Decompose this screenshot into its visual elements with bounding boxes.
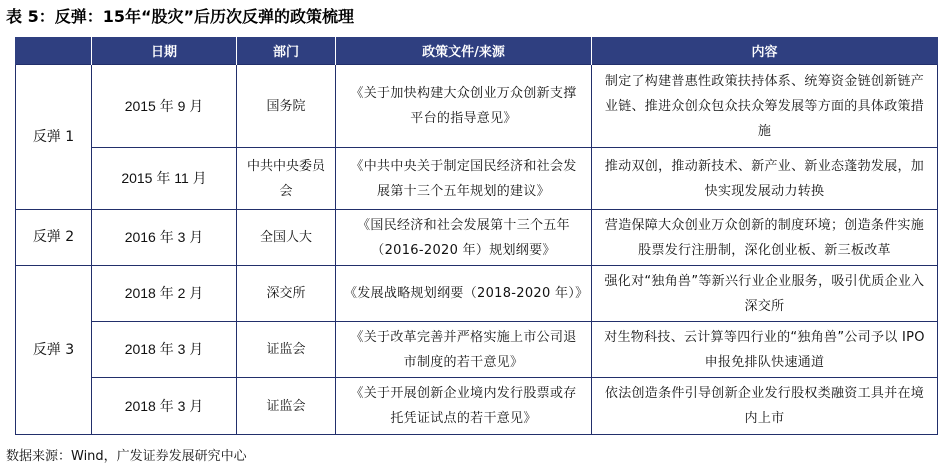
- header-content: 内容: [592, 37, 938, 65]
- doc-cell: 《关于加快构建大众创业万众创新支撑平台的指导意见》: [336, 65, 592, 148]
- date-cell: 2018 年 3 月: [92, 378, 237, 435]
- dept-cell: 证监会: [237, 378, 336, 435]
- header-dept: 部门: [237, 37, 336, 65]
- date-cell: 2015 年 9 月: [92, 65, 237, 148]
- content-cell: 营造保障大众创业万众创新的制度环境；创造条件实施股票发行注册制，深化创业板、新三板改革: [592, 210, 938, 266]
- policy-table: [15, 37, 938, 435]
- data-source-note: 数据来源：Wind，广发证券发展研究中心: [6, 449, 247, 464]
- doc-cell: 《国民经济和社会发展第十三个五年（2016-2020 年）规划纲要》: [336, 210, 592, 266]
- dept-cell: 中共中央委员会: [237, 148, 336, 210]
- content-cell: 依法创造条件引导创新企业发行股权类融资工具并在境内上市: [592, 378, 938, 435]
- table-row: [16, 148, 938, 210]
- group-cell: 反弹 3: [16, 266, 92, 435]
- content-cell: 制定了构建普惠性政策扶持体系、统筹资金链创新链产业链、推进众创众包众扶众筹发展等方面的具体政策措施: [592, 65, 938, 148]
- dept-cell: 深交所: [237, 266, 336, 322]
- doc-cell: 《关于改革完善并严格实施上市公司退市制度的若干意见》: [336, 322, 592, 378]
- table-row: [16, 322, 938, 378]
- header-date: 日期: [92, 37, 237, 65]
- header-group: [16, 37, 92, 65]
- content-cell: 推动双创，推动新技术、新产业、新业态蓬勃发展，加快实现发展动力转换: [592, 148, 938, 210]
- date-cell: 2018 年 2 月: [92, 266, 237, 322]
- date-cell: 2018 年 3 月: [92, 322, 237, 378]
- group-cell: 反弹 1: [16, 65, 92, 210]
- dept-cell: 证监会: [237, 322, 336, 378]
- header-doc: 政策文件/来源: [336, 37, 592, 65]
- date-cell: 2016 年 3 月: [92, 210, 237, 266]
- group-cell: 反弹 2: [16, 210, 92, 266]
- content-cell: 强化对“独角兽”等新兴行业企业服务，吸引优质企业入深交所: [592, 266, 938, 322]
- doc-cell: 《发展战略规划纲要（2018-2020 年）》: [336, 266, 592, 322]
- table-row: [16, 266, 938, 322]
- date-cell: 2015 年 11 月: [92, 148, 237, 210]
- table-title: 表 5：反弹：15年“股灾”后历次反弹的政策梳理: [6, 7, 355, 26]
- dept-cell: 全国人大: [237, 210, 336, 266]
- table-header-row: [16, 37, 938, 65]
- doc-cell: 《关于开展创新企业境内发行股票或存托凭证试点的若干意见》: [336, 378, 592, 435]
- table-row: [16, 65, 938, 148]
- content-cell: 对生物科技、云计算等四行业的“独角兽”公司予以 IPO 申报免排队快速通道: [592, 322, 938, 378]
- doc-cell: 《中共中央关于制定国民经济和社会发展第十三个五年规划的建议》: [336, 148, 592, 210]
- dept-cell: 国务院: [237, 65, 336, 148]
- table-row: [16, 210, 938, 266]
- table-row: [16, 378, 938, 435]
